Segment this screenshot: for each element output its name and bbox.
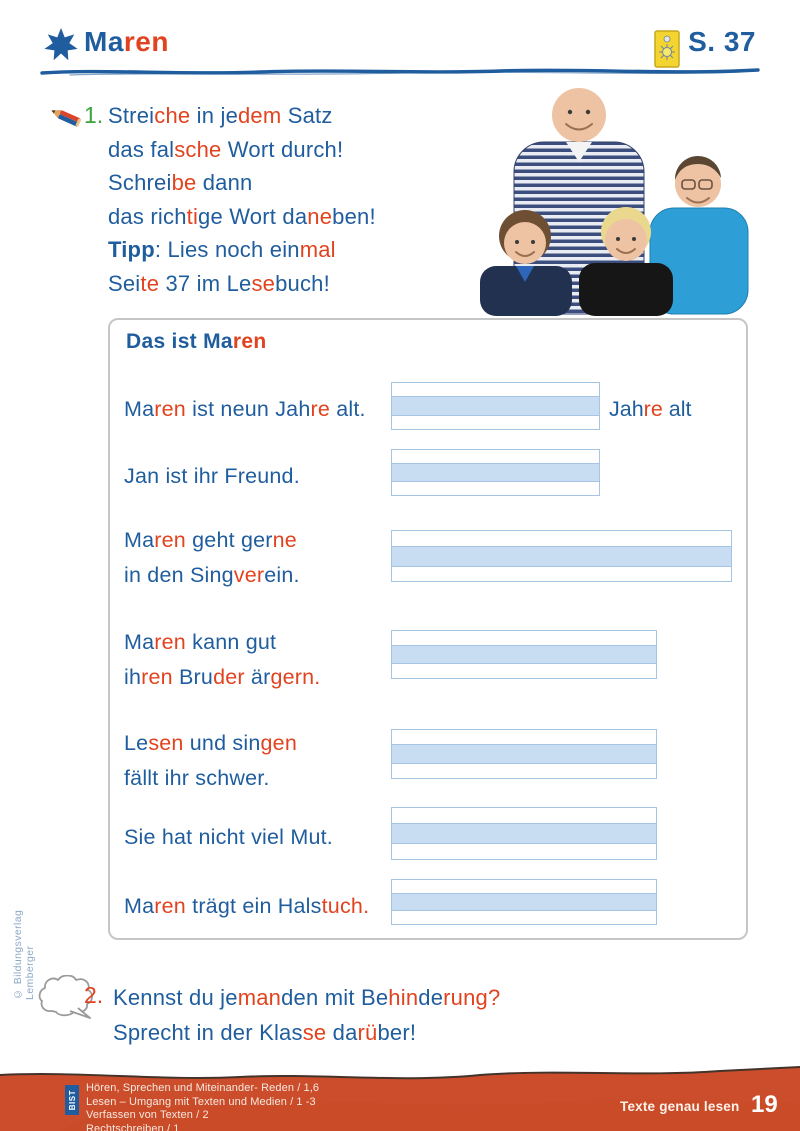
text-segment: se [251,270,276,296]
text-segment: das rich [108,203,187,229]
text-segment: : Lies noch ein [154,237,300,262]
text-segment: trägt ein Hals [185,894,322,918]
hand-drawn-divider [40,64,760,80]
text-segment: Sei [108,270,141,296]
text-segment: fällt ihr schwer. [124,766,270,790]
text-segment: rung? [443,985,501,1010]
writing-line-highlight [392,744,656,764]
text-segment: rü [357,1020,378,1045]
text-segment: che [154,103,191,128]
text-segment: Ma [124,528,155,552]
text-line [108,166,376,200]
text-segment: Satz [281,103,333,128]
text-segment: geht ger [185,528,273,552]
text-segment: dem [238,103,282,128]
answer-writing-area[interactable] [391,630,657,679]
task2-number: 2. [84,982,104,1008]
text-segment: ren [154,894,186,918]
text-line [124,392,366,427]
answer-writing-area[interactable] [391,449,600,496]
text-segment: Das ist Ma [126,330,233,353]
page-reference [654,26,756,68]
text-segment: ne [272,528,297,552]
text-segment: Ma [124,630,155,654]
writing-line-bottom [392,911,656,924]
standards-line: Verfassen von Texten / 2 [86,1109,209,1121]
page-number: 19 [751,1091,778,1118]
writing-line-bottom [392,482,599,495]
text-segment: Le [124,731,149,755]
writing-line-bottom [392,664,656,678]
text-segment: den mit Be [281,985,389,1010]
text-line [124,761,297,796]
footer-section-label: Texte genau lesen [620,1099,740,1114]
text-segment: Strei [108,103,155,128]
text-segment: Schrei [108,170,172,195]
text-segment: ren [232,330,267,353]
text-segment: Jan ist ihr Freund. [124,464,300,488]
text-segment: ein. [264,563,300,587]
text-line [108,267,376,301]
text-line [124,726,297,761]
writing-line-highlight [392,893,656,912]
answer-writing-area[interactable] [391,729,657,779]
text-line [108,133,376,167]
writing-line-top [392,631,656,645]
text-segment: Ma [124,397,155,421]
text-segment: Ma [124,894,155,918]
text-segment: ren [154,397,186,421]
sentence-text [124,392,366,427]
text-segment: te [140,270,160,296]
writing-line-top [392,383,599,396]
text-segment: sen [148,731,184,755]
bist-label: BIST [67,1089,77,1111]
sentence-text [124,726,297,796]
text-line [108,200,376,234]
text-line [108,233,376,267]
text-segment: buch! [275,270,330,296]
text-segment: ti [186,203,199,229]
answer-writing-area[interactable] [391,807,657,860]
text-segment: Kennst du je [113,985,238,1010]
standards-line: Rechtschreiben / 1 [86,1122,180,1131]
page-title [84,26,169,58]
writing-line-bottom [392,416,599,429]
box-title [126,330,266,354]
writing-line-top [392,880,656,893]
text-segment: in den Sing [124,563,234,587]
text-segment: be [171,170,197,195]
text-segment: Wort durch! [221,136,344,162]
text-segment: alt. [330,397,366,421]
text-segment: ber! [377,1020,417,1045]
writing-line-bottom [392,567,731,582]
text-segment: der [213,665,245,689]
text-segment: Tipp [108,237,155,262]
answer-writing-area[interactable] [391,879,657,925]
answer-writing-area[interactable] [391,530,732,582]
text-segment: ren [154,630,186,654]
text-segment: Sie hat nicht viel Mut. [124,825,333,849]
text-segment: mal [299,237,336,262]
text-line [124,558,300,593]
writing-line-bottom [392,844,656,859]
text-segment: ren [154,528,186,552]
sentence-text [124,820,333,855]
writing-line-bottom [392,764,656,778]
text-segment: hin [388,985,419,1010]
text-segment: da [326,1020,358,1045]
text-segment: 37 im Le [159,270,252,296]
standards-line: Lesen – Umgang mit Texten und Medien / 1 -3 [86,1095,316,1108]
text-line [124,820,333,855]
writing-line-top [392,730,656,744]
text-segment: de [418,985,444,1010]
sentence-text [124,625,320,695]
writing-line-highlight [392,546,731,567]
text-segment: re [643,397,663,421]
sentence-text [124,889,369,924]
writing-line-highlight [392,823,656,844]
task1-instructions [108,99,376,300]
text-segment: ne [307,203,333,229]
pencil-icon [48,100,84,134]
sentence-text [124,523,300,593]
text-segment: är [244,665,271,689]
copyright-note: © Bildungsverlag Lemberger [12,909,36,1000]
competency-standards [86,1082,319,1131]
text-line [124,523,300,558]
task2-instructions [113,980,500,1050]
writing-line-top [392,808,656,823]
page-reference-label: S. 37 [688,26,756,57]
text-segment: ih [124,665,142,689]
sentence-text [124,459,300,494]
text-segment: ver [233,563,265,587]
text-line [124,889,369,924]
bist-tab [65,1085,79,1115]
das-ist-maren-box [108,318,748,940]
task1-number: 1. [84,102,104,128]
sentence-suffix [609,392,691,427]
text-segment: ren [141,665,173,689]
text-line [113,980,500,1015]
text-segment: ge Wort da [198,203,308,229]
text-segment: in je [190,103,238,128]
text-segment: ben! [332,203,376,229]
writing-line-top [392,450,599,463]
text-segment: und sin [183,731,261,755]
family-photo [428,82,762,316]
lesebuch-cover-icon [654,30,680,68]
text-segment: sche [174,136,222,162]
text-segment: tuch. [321,894,370,918]
writing-line-highlight [392,645,656,665]
writing-line-highlight [392,463,599,482]
text-segment: se [302,1020,327,1045]
text-line [108,99,376,133]
text-segment: ren [123,26,169,57]
text-segment: Sprecht in der Klas [113,1020,303,1045]
text-segment: kann gut [185,630,277,654]
text-line [124,625,320,660]
text-segment: Jah [609,397,644,421]
text-line [124,660,320,695]
text-segment: ist neun Jah [185,397,311,421]
text-segment: gern. [270,665,321,689]
text-segment: re [310,397,331,421]
text-line [124,459,300,494]
answer-writing-area[interactable] [391,382,600,430]
text-segment: Ma [84,26,124,57]
text-segment: Bru [172,665,214,689]
text-segment: alt [662,397,692,421]
text-segment: gen [260,731,297,755]
writing-line-highlight [392,396,599,415]
star-icon [44,28,78,62]
text-segment: das fal [108,136,175,162]
text-segment: man [237,985,282,1010]
text-segment: dann [196,170,253,195]
writing-line-top [392,531,731,546]
text-line [113,1015,500,1050]
standards-line: Hören, Sprechen und Miteinander- Reden / 1,6 [86,1082,320,1094]
